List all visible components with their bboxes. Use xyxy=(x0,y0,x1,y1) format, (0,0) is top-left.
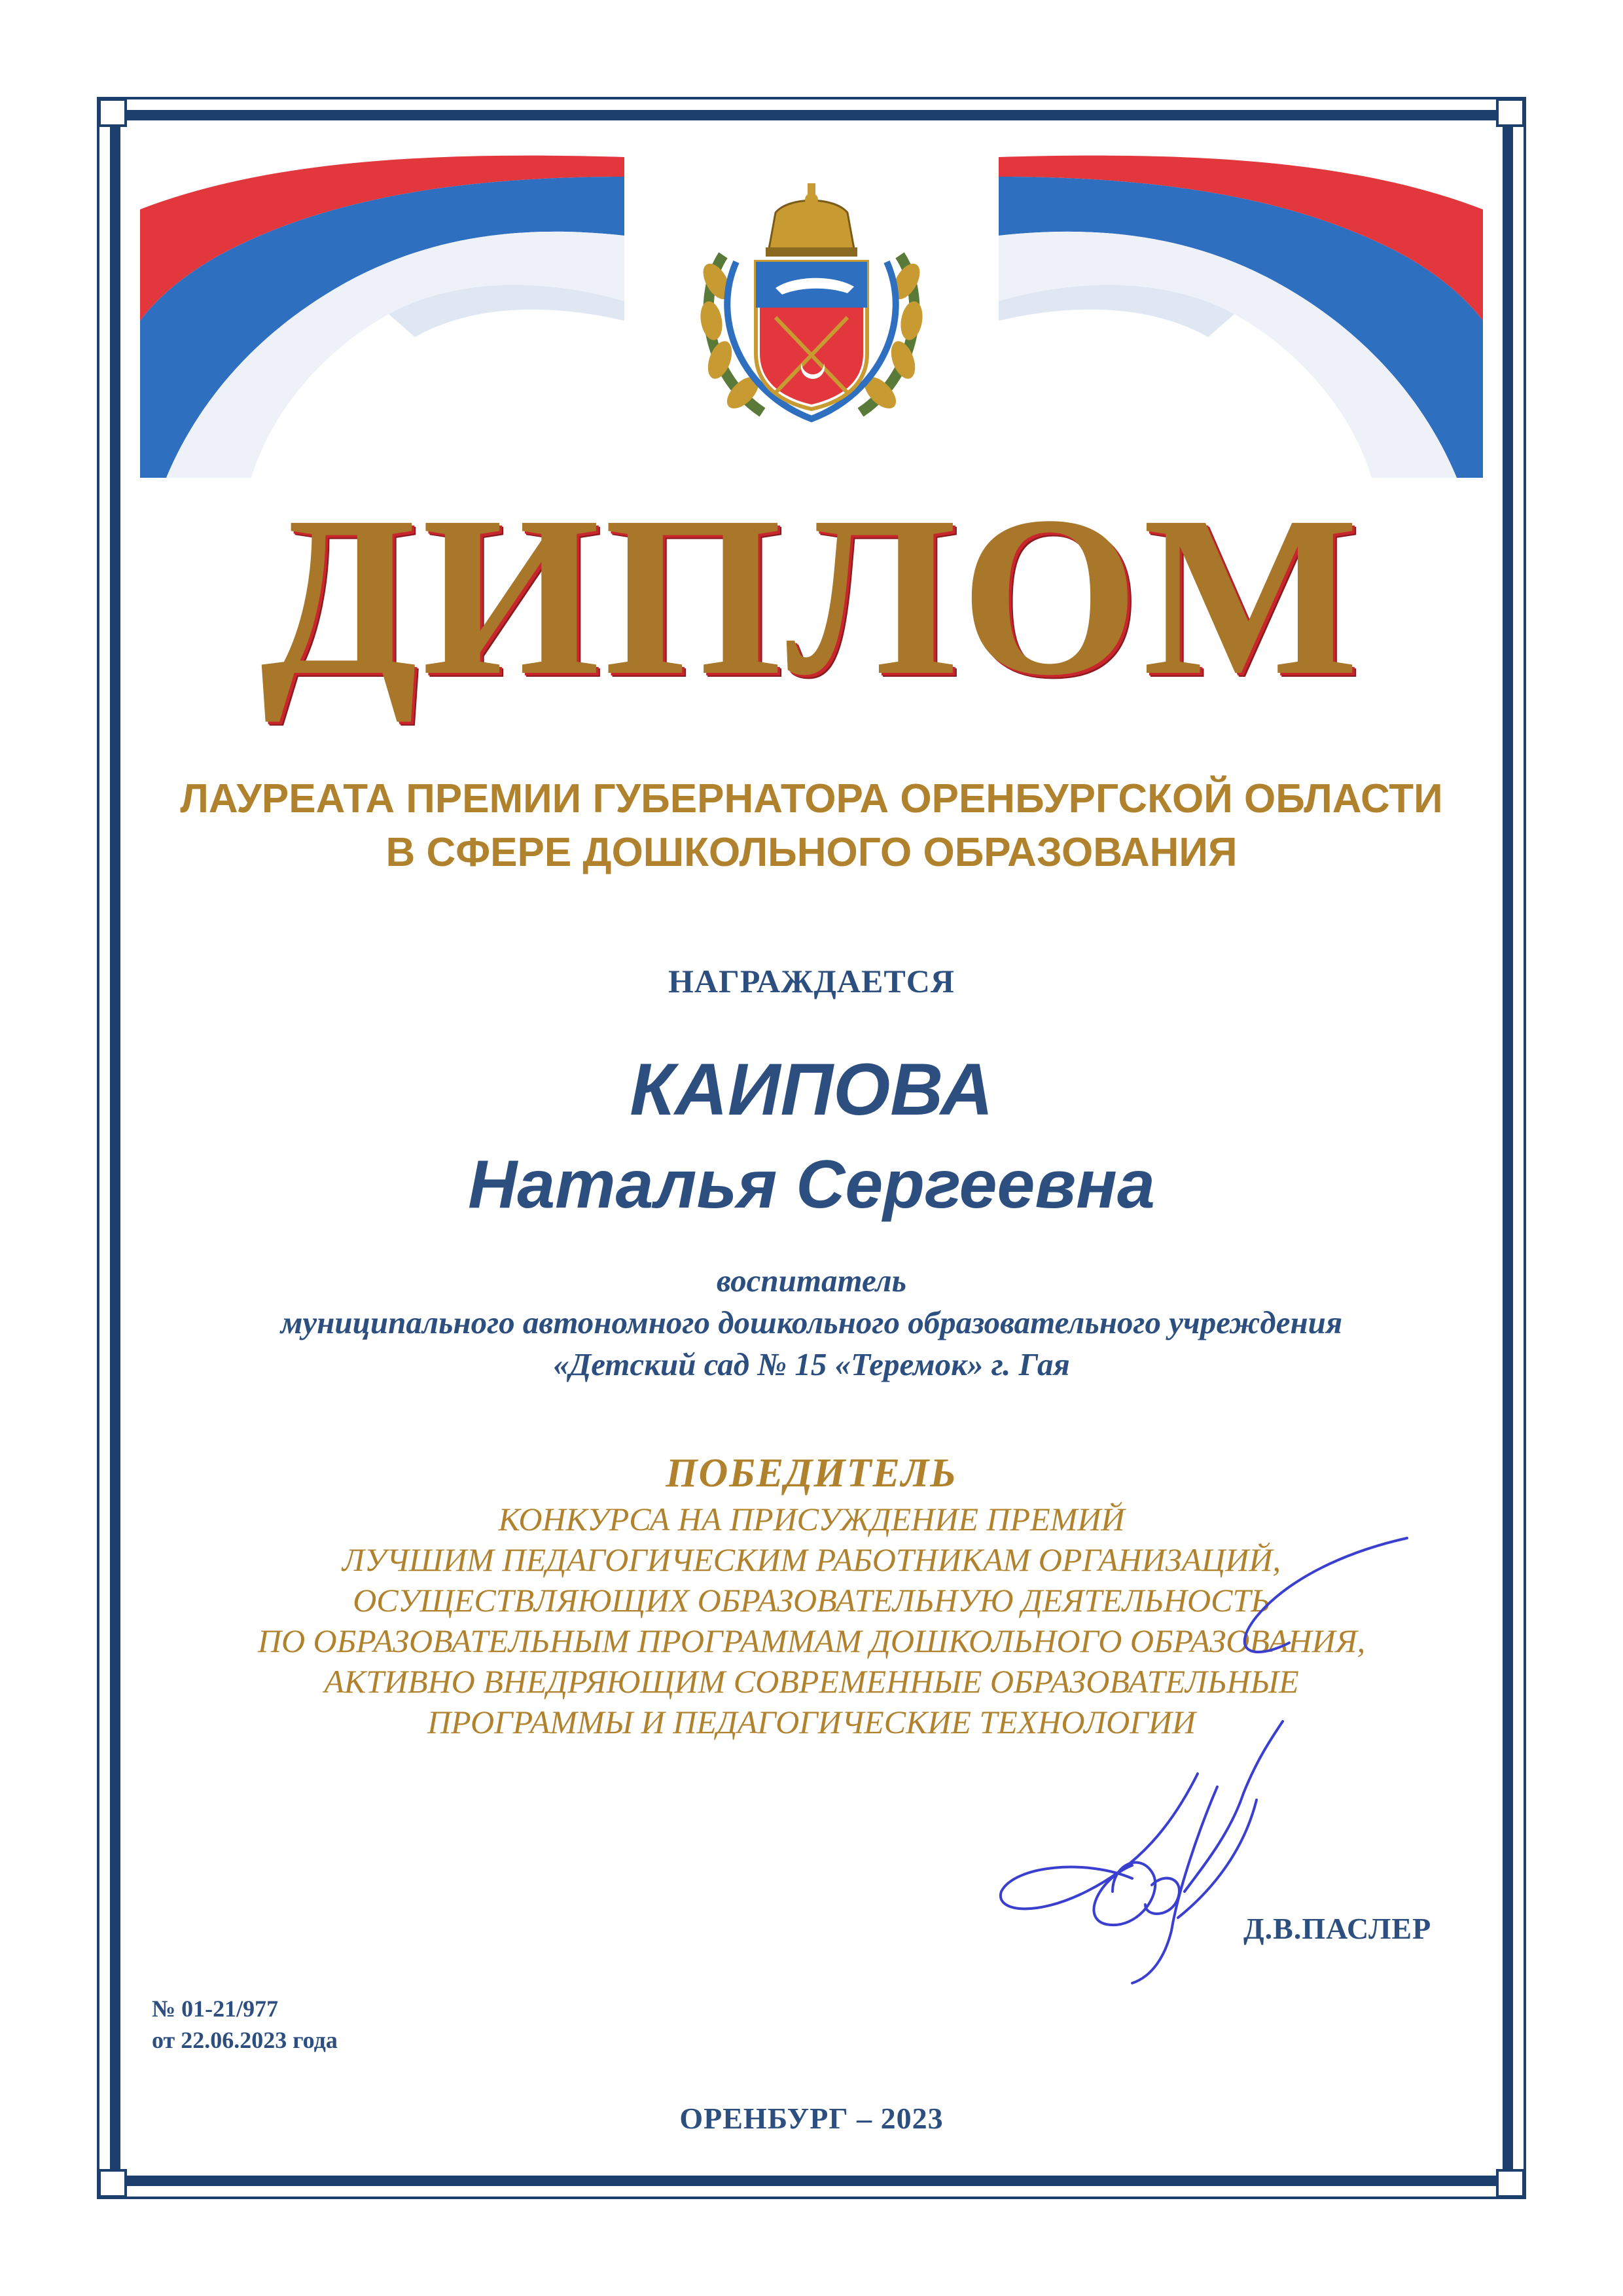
subtitle-line: В СФЕРЕ ДОШКОЛЬНОГО ОБРАЗОВАНИЯ xyxy=(385,830,1238,875)
document-number: № 01-21/977 xyxy=(152,1996,279,2022)
document-reference xyxy=(152,1993,338,2056)
city-year: ОРЕНБУРГ – 2023 xyxy=(679,2102,944,2135)
contest-line: ОСУЩЕСТВЛЯЮЩИХ ОБРАЗОВАТЕЛЬНУЮ ДЕЯТЕЛЬНОСТЬ xyxy=(353,1582,1270,1619)
contest-line: КОНКУРСА НА ПРИСУЖДЕНИЕ ПРЕМИЙ xyxy=(498,1501,1125,1537)
contest-line: АКТИВНО ВНЕДРЯЮЩИМ СОВРЕМЕННЫЕ ОБРАЗОВАТЕЛЬНЫЕ xyxy=(324,1663,1299,1700)
contest-line: ПРОГРАММЫ И ПЕДАГОГИЧЕСКИЕ ТЕХНОЛОГИИ xyxy=(427,1704,1196,1740)
awarded-label: НАГРАЖДАЕТСЯ xyxy=(668,963,955,999)
position-line: муниципального автономного дошкольного образовательного учреждения xyxy=(280,1304,1343,1340)
signer-name: Д.В.ПАСЛЕР xyxy=(1243,1912,1432,1945)
frame-corner-bottom-right xyxy=(1496,2169,1525,2198)
winner-label: ПОБЕДИТЕЛЬ xyxy=(666,1451,957,1496)
diploma-title: ДИПЛОМ xyxy=(260,469,1363,723)
subtitle-line: ЛАУРЕАТА ПРЕМИИ ГУБЕРНАТОРА ОРЕНБУРГСКОЙ ОБЛАСТИ xyxy=(180,776,1443,821)
recipient-given-names: Наталья Сергеевна xyxy=(468,1147,1155,1223)
frame-corner-top-right xyxy=(1496,98,1525,127)
position-line: «Детский сад № 15 «Теремок» г. Гая xyxy=(553,1346,1070,1382)
frame-corner-top-left xyxy=(98,98,127,127)
recipient-surname: КАИПОВА xyxy=(630,1049,993,1130)
flag-ribbon-left-icon xyxy=(140,151,624,491)
contest-line: ПО ОБРАЗОВАТЕЛЬНЫМ ПРОГРАММАМ ДОШКОЛЬНОГО ОБРАЗОВАНИЯ, xyxy=(257,1623,1366,1659)
frame-corner-bottom-left xyxy=(98,2169,127,2198)
contest-line: ЛУЧШИМ ПЕДАГОГИЧЕСКИМ РАБОТНИКАМ ОРГАНИЗАЦИЙ, xyxy=(342,1541,1281,1578)
document-date: от 22.06.2023 года xyxy=(152,2027,338,2053)
flag-ribbon-right-icon xyxy=(999,151,1483,491)
orenburg-coat-of-arms-icon xyxy=(684,177,939,439)
position-line: воспитатель xyxy=(716,1263,907,1299)
recipient-position xyxy=(0,1260,1623,1386)
diploma-subtitle xyxy=(0,772,1623,880)
